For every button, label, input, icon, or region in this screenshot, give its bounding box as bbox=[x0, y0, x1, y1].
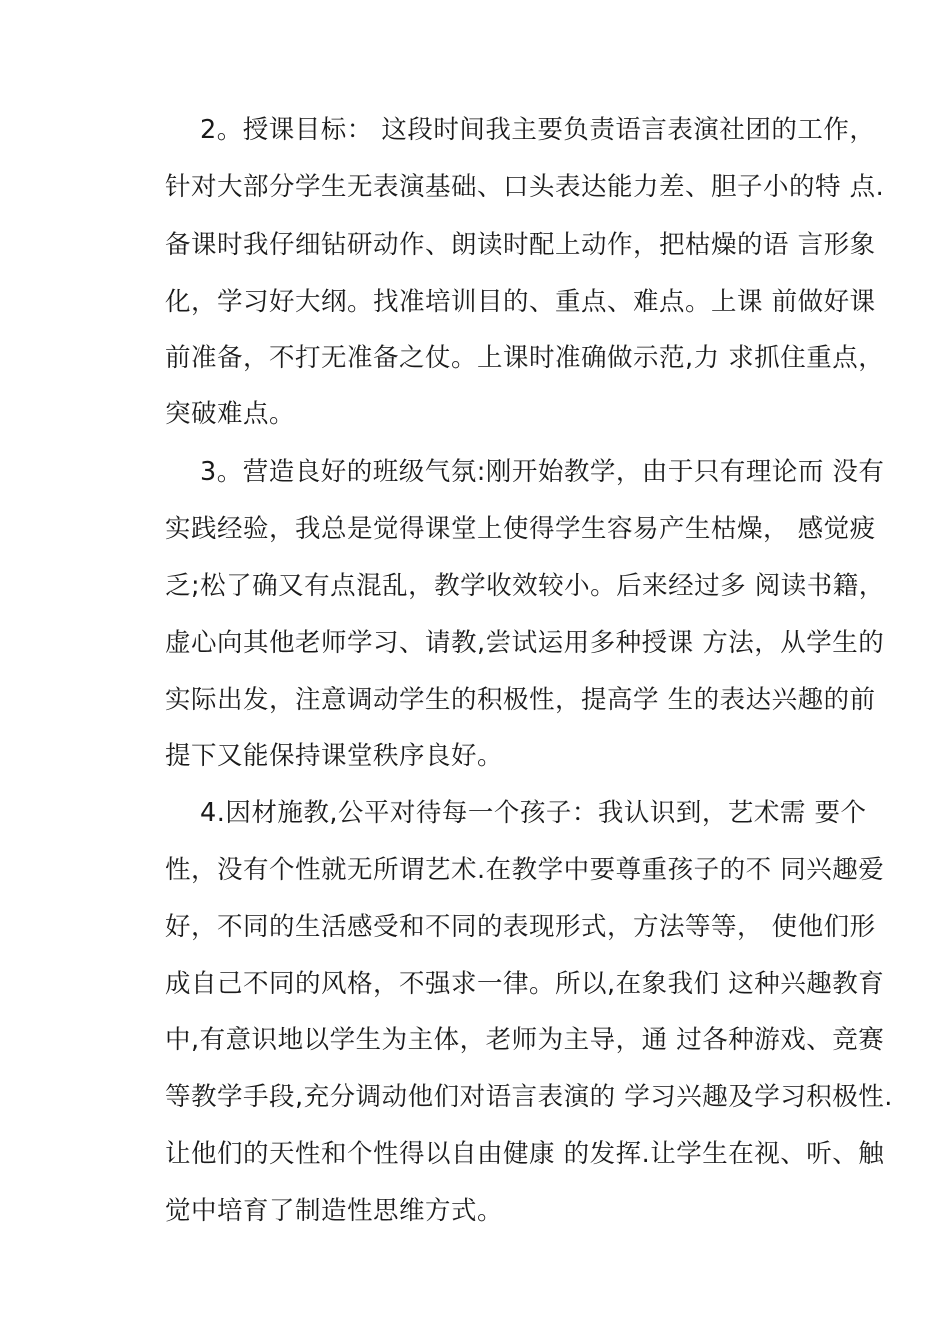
paragraph-2-line-3: 备课时我仔细钻研动作、朗读时配上动作，把枯燥的语 言形象 bbox=[165, 230, 876, 260]
paragraph-3-line-4: 虚心向其他老师学习、请教,尝试运用多种授课 方法，从学生的 bbox=[165, 628, 885, 658]
paragraph-4-line-6: 等教学手段,充分调动他们对语言表演的 学习兴趣及学习积极性. bbox=[165, 1082, 893, 1112]
paragraph-3-line-1: 3。营造良好的班级气氛:刚开始教学，由于只有理论而 没有 bbox=[200, 457, 885, 487]
paragraph-2-line-4: 化，学习好大纲。找准培训目的、重点、难点。上课 前做好课 bbox=[165, 287, 876, 317]
paragraph-2-line-1: 2。授课目标： 这段时间我主要负责语言表演社团的工作， bbox=[200, 115, 876, 145]
paragraph-3-line-6: 提下又能保持课堂秩序良好。 bbox=[165, 741, 504, 771]
paragraph-4-line-4: 成自己不同的风格，不强求一律。所以,在象我们 这种兴趣教育 bbox=[165, 969, 885, 999]
paragraph-4-line-2: 性，没有个性就无所谓艺术.在教学中要尊重孩子的不 同兴趣爱 bbox=[165, 855, 885, 885]
paragraph-2-line-5: 前准备，不打无准备之仗。上课时准确做示范,力 求抓住重点， bbox=[165, 343, 885, 373]
paragraph-4-line-8: 觉中培育了制造性思维方式。 bbox=[165, 1196, 504, 1226]
paragraph-3-line-5: 实际出发，注意调动学生的积极性，提高学 生的表达兴趣的前 bbox=[165, 685, 876, 715]
paragraph-3-line-3: 乏;松了确又有点混乱，教学收效较小。后来经过多 阅读书籍， bbox=[165, 571, 885, 601]
paragraph-2-line-6: 突破难点。 bbox=[165, 399, 296, 429]
paragraph-4-line-7: 让他们的天性和个性得以自由健康 的发挥.让学生在视、听、触 bbox=[165, 1139, 885, 1169]
paragraph-3-line-2: 实践经验，我总是觉得课堂上使得学生容易产生枯燥， 感觉疲 bbox=[165, 514, 876, 544]
paragraph-4-line-3: 好，不同的生活感受和不同的表现形式，方法等等， 使他们形 bbox=[165, 912, 876, 942]
paragraph-4-line-1: 4.因材施教,公平对待每一个孩子：我认识到，艺术需 要个 bbox=[200, 798, 867, 828]
paragraph-2-line-2: 针对大部分学生无表演基础、口头表达能力差、胆子小的特 点. bbox=[165, 172, 885, 202]
paragraph-4-line-5: 中,有意识地以学生为主体，老师为主导，通 过各种游戏、竞赛 bbox=[165, 1025, 885, 1055]
